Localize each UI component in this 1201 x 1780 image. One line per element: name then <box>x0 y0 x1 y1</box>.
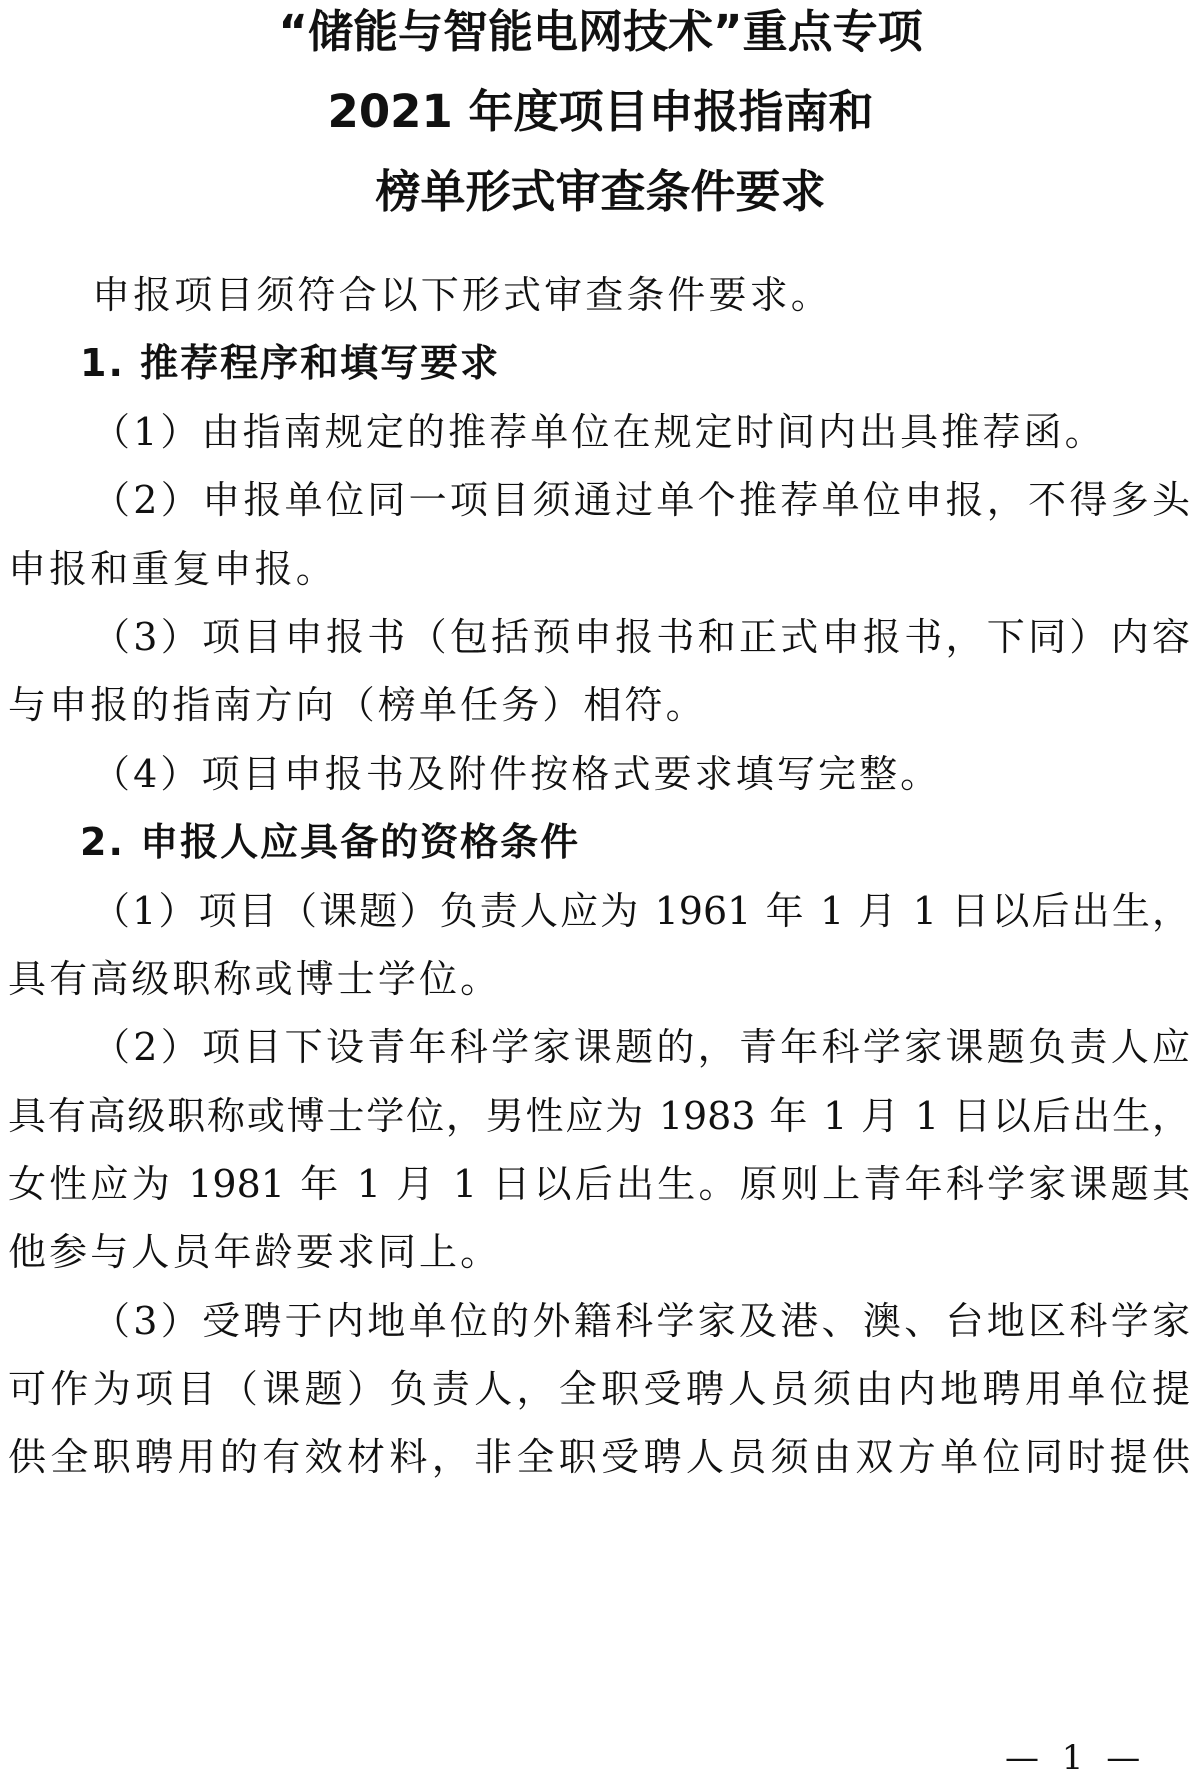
section-2-line-4: 具有高级职称或博士学位，男性应为 1983 年 1 月 1 日以后出生， <box>8 1094 1190 1138</box>
title-line-3: 榜单形式审查条件要求 <box>375 165 826 218</box>
section-2-line-7: （3）受聘于内地单位的外籍科学家及港、澳、台地区科学家 <box>92 1299 1190 1343</box>
section-1-heading: 1. 推荐程序和填写要求 <box>80 341 501 385</box>
section-1-line-2: （2）申报单位同一项目须通过单个推荐单位申报，不得多头 <box>92 478 1190 522</box>
section-1-line-3: 申报和重复申报。 <box>8 547 337 591</box>
section-2-heading: 2. 申报人应具备的资格条件 <box>80 820 581 864</box>
section-1-line-1: （1）由指南规定的推荐单位在规定时间内出具推荐函。 <box>92 410 1106 454</box>
section-1-line-5: 与申报的指南方向（榜单任务）相符。 <box>8 683 707 727</box>
section-2-line-9: 供全职聘用的有效材料，非全职受聘人员须由双方单位同时提供 <box>8 1435 1190 1479</box>
section-2-line-3: （2）项目下设青年科学家课题的，青年科学家课题负责人应 <box>92 1025 1190 1069</box>
page-number: — 1 — <box>1005 1738 1147 1778</box>
section-2-line-5: 女性应为 1981 年 1 月 1 日以后出生。原则上青年科学家课题其 <box>8 1162 1190 1206</box>
section-2-line-2: 具有高级职称或博士学位。 <box>8 957 502 1001</box>
section-2-line-1: （1）项目（课题）负责人应为 1961 年 1 月 1 日以后出生， <box>92 889 1190 933</box>
title-line-1: “储能与智能电网技术”重点专项 <box>278 5 923 58</box>
title-line-2: 2021 年度项目申报指南和 <box>327 85 874 138</box>
section-2-line-8: 可作为项目（课题）负责人，全职受聘人员须由内地聘用单位提 <box>8 1367 1190 1411</box>
intro-paragraph: 申报项目须符合以下形式审查条件要求。 <box>92 273 832 317</box>
section-2-line-6: 他参与人员年龄要求同上。 <box>8 1230 502 1274</box>
section-1-line-6: （4）项目申报书及附件按格式要求填写完整。 <box>92 752 942 796</box>
section-1-line-4: （3）项目申报书（包括预申报书和正式申报书，下同）内容 <box>92 615 1190 659</box>
